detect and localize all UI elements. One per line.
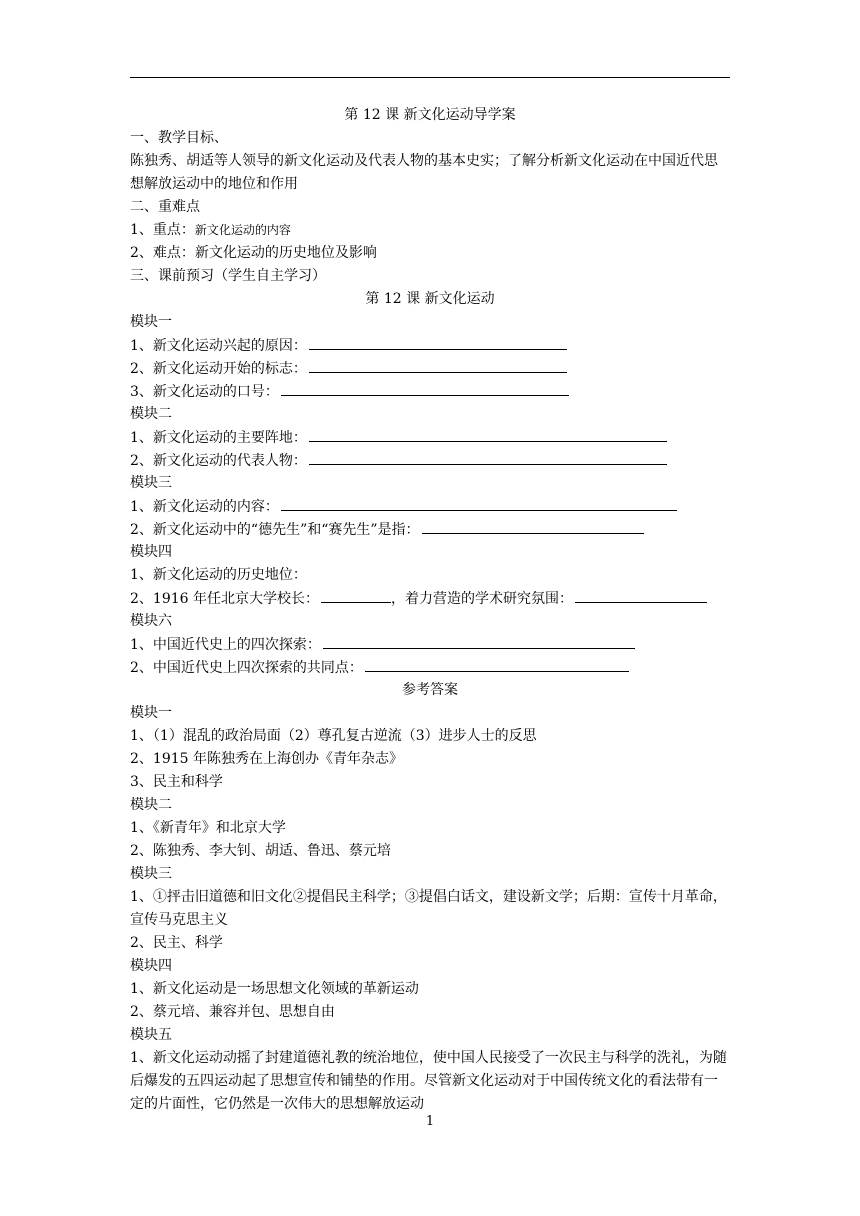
answer-text: 2、蔡元培、兼容并包、思想自由 <box>130 1004 335 1020</box>
document-title: 第 12 课 新文化运动导学案 <box>344 107 516 123</box>
answer-blank[interactable] <box>575 587 707 603</box>
question-line <box>130 495 730 518</box>
question-text: 1、中国近代史上的四次探索： <box>130 637 321 653</box>
answers-title: 参考答案 <box>402 682 458 698</box>
answer-blank[interactable] <box>281 380 569 396</box>
question-line <box>130 449 730 472</box>
answer-blank[interactable] <box>309 426 667 442</box>
answer-text: 1、新文化运动是一场思想文化领域的革新运动 <box>130 981 419 997</box>
key-point-label: 1、重点： <box>130 222 195 238</box>
key-point-detail: 新文化运动的内容 <box>194 223 291 237</box>
module-heading: 模块六 <box>130 613 172 629</box>
question-line <box>130 334 730 357</box>
key-point-line <box>130 219 730 242</box>
answer-blank[interactable] <box>281 495 677 511</box>
answer-blank[interactable] <box>309 334 567 350</box>
question-line <box>130 633 730 656</box>
answer-text: 1、《新青年》和北京大学 <box>130 820 286 836</box>
module-heading: 模块五 <box>130 1027 172 1043</box>
question-text: 2、新文化运动开始的标志： <box>130 361 307 377</box>
question-text: 2、新文化运动的代表人物： <box>130 453 307 469</box>
answer-text: 3、民主和科学 <box>130 774 223 790</box>
answer-text: 2、民主、科学 <box>130 935 223 951</box>
question-line <box>130 656 730 679</box>
answer-blank[interactable] <box>321 587 391 603</box>
answer-text: 1、（1）混乱的政治局面（2）尊孔复古逆流（3）进步人士的反思 <box>130 728 537 744</box>
question-line <box>130 357 730 380</box>
question-text: 1、新文化运动的内容： <box>130 499 279 515</box>
objectives-text: 陈独秀、胡适等人领导的新文化运动及代表人物的基本史实；了解分析新文化运动在中国近代思想解放运动中的地位和作用 <box>130 153 718 192</box>
question-line <box>130 518 730 541</box>
module-heading: 模块四 <box>130 958 172 974</box>
header-rule <box>130 77 730 78</box>
answer-blank[interactable] <box>309 449 667 465</box>
answer-blank[interactable] <box>422 518 644 534</box>
question-line <box>130 380 730 403</box>
answer-blank[interactable] <box>323 633 635 649</box>
module-heading: 模块二 <box>130 797 172 813</box>
answer-text: 2、1915 年陈独秀在上海创办《青年杂志》 <box>130 751 403 767</box>
question-line <box>130 587 730 610</box>
question-text: ，着力营造的学术研究氛围： <box>391 591 573 607</box>
answer-blank[interactable] <box>309 357 567 373</box>
objectives-heading: 一、教学目标、 <box>130 130 228 146</box>
question-text: 1、新文化运动兴起的原因： <box>130 338 307 354</box>
module-heading: 模块三 <box>130 475 172 491</box>
question-text: 2、1916 年任北京大学校长： <box>130 591 319 607</box>
question-text: 2、中国近代史上四次探索的共同点： <box>130 660 363 676</box>
answer-text: 1、①抨击旧道德和旧文化②提倡民主科学；③提倡白话文，建设新文学；后期：宣传十月革命，宣传马克思主义 <box>130 889 727 928</box>
key-points-heading: 二、重难点 <box>130 199 200 215</box>
answer-text: 2、陈独秀、李大钊、胡适、鲁迅、蔡元培 <box>130 843 391 859</box>
difficult-point: 2、难点：新文化运动的历史地位及影响 <box>130 245 377 261</box>
page-number: 1 <box>425 1114 435 1129</box>
question-text: 3、新文化运动的口号： <box>130 384 279 400</box>
question-text: 1、新文化运动的主要阵地： <box>130 430 307 446</box>
question-text: 1、新文化运动的历史地位： <box>130 567 307 583</box>
answer-blank[interactable] <box>365 656 629 672</box>
module-heading: 模块一 <box>130 314 172 330</box>
module-heading: 模块三 <box>130 866 172 882</box>
worksheet-title: 第 12 课 新文化运动 <box>365 291 495 307</box>
question-line <box>130 426 730 449</box>
question-text: 2、新文化运动中的“德先生”和“赛先生”是指： <box>130 522 420 538</box>
module-heading: 模块四 <box>130 544 172 560</box>
module-heading: 模块一 <box>130 705 172 721</box>
answer-text: 1、新文化运动动摇了封建道德礼教的统治地位，使中国人民接受了一次民主与科学的洗礼，为随后爆发的五四运动起了思想宣传和铺垫的作用。尽管新文化运动对于中国传统文化的看法带有一定的片面性，它仍然是一次伟大的思想解放运动 <box>130 1050 727 1112</box>
module-heading: 模块二 <box>130 406 172 422</box>
preview-heading: 三、课前预习（学生自主学习） <box>130 268 326 284</box>
document-body <box>130 104 730 1116</box>
